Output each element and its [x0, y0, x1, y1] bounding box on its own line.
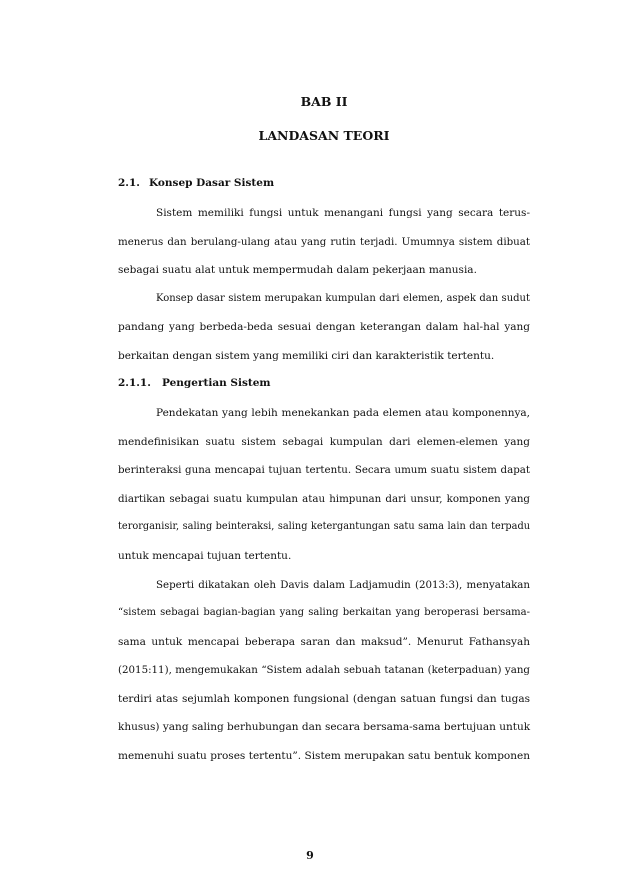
- paragraph-line: Sistem memiliki fungsi untuk menangani fungsi yang secara terus-: [156, 207, 530, 219]
- section-title: Pengertian Sistem: [162, 377, 271, 389]
- chapter-title: LANDASAN TEORI: [258, 128, 390, 143]
- paragraph-line: (2015:11), mengemukakan “Sistem adalah sebuah tatanan (keterpaduan) yang: [118, 664, 530, 676]
- paragraph-line: berinteraksi guna mencapai tujuan tertentu. Secara umum suatu sistem dapat: [118, 464, 530, 476]
- paragraph-line: pandang yang berbeda-beda sesuai dengan keterangan dalam hal-hal yang: [118, 321, 530, 333]
- paragraph-line: Seperti dikatakan oleh Davis dalam Ladjamudin (2013:3), menyatakan: [156, 579, 530, 591]
- paragraph-line: berkaitan dengan sistem yang memiliki ciri dan karakteristik tertentu.: [118, 350, 495, 362]
- section-heading-2-1-1: [118, 377, 271, 389]
- paragraph-line: diartikan sebagai suatu kumpulan atau himpunan dari unsur, komponen yang: [118, 493, 530, 505]
- paragraph-line: terorganisir, saling beinteraksi, saling ketergantungan satu sama lain dan terpadu: [118, 521, 530, 532]
- paragraph-line: khusus) yang saling berhubungan dan secara bersama-sama bertujuan untuk: [118, 721, 531, 733]
- page-number: 9: [306, 849, 314, 862]
- paragraph-line: “sistem sebagai bagian-bagian yang saling berkaitan yang beroperasi bersama-: [118, 607, 530, 618]
- paragraph-line: Konsep dasar sistem merupakan kumpulan dari elemen, aspek dan sudut: [156, 293, 530, 304]
- paragraph-line: Pendekatan yang lebih menekankan pada elemen atau komponennya,: [156, 407, 530, 419]
- section-number: 2.1.1.: [118, 377, 151, 389]
- section-heading-2-1: [118, 177, 274, 189]
- section-number: 2.1.: [118, 177, 140, 189]
- paragraph-line: sebagai suatu alat untuk mempermudah dalam pekerjaan manusia.: [118, 264, 477, 276]
- section-title: Konsep Dasar Sistem: [149, 177, 275, 189]
- paragraph-line: memenuhi suatu proses tertentu”. Sistem merupakan satu bentuk komponen: [118, 750, 530, 762]
- paragraph-line: terdiri atas sejumlah komponen fungsional (dengan satuan fungsi dan tugas: [118, 693, 530, 705]
- paragraph-line: sama untuk mencapai beberapa saran dan maksud”. Menurut Fathansyah: [118, 636, 530, 648]
- paragraph-line: menerus dan berulang-ulang atau yang rutin terjadi. Umumnya sistem dibuat: [118, 236, 530, 248]
- paragraph-line: mendefinisikan suatu sistem sebagai kumpulan dari elemen-elemen yang: [118, 436, 530, 448]
- paragraph-line: untuk mencapai tujuan tertentu.: [118, 550, 292, 562]
- chapter-label: BAB II: [300, 94, 348, 109]
